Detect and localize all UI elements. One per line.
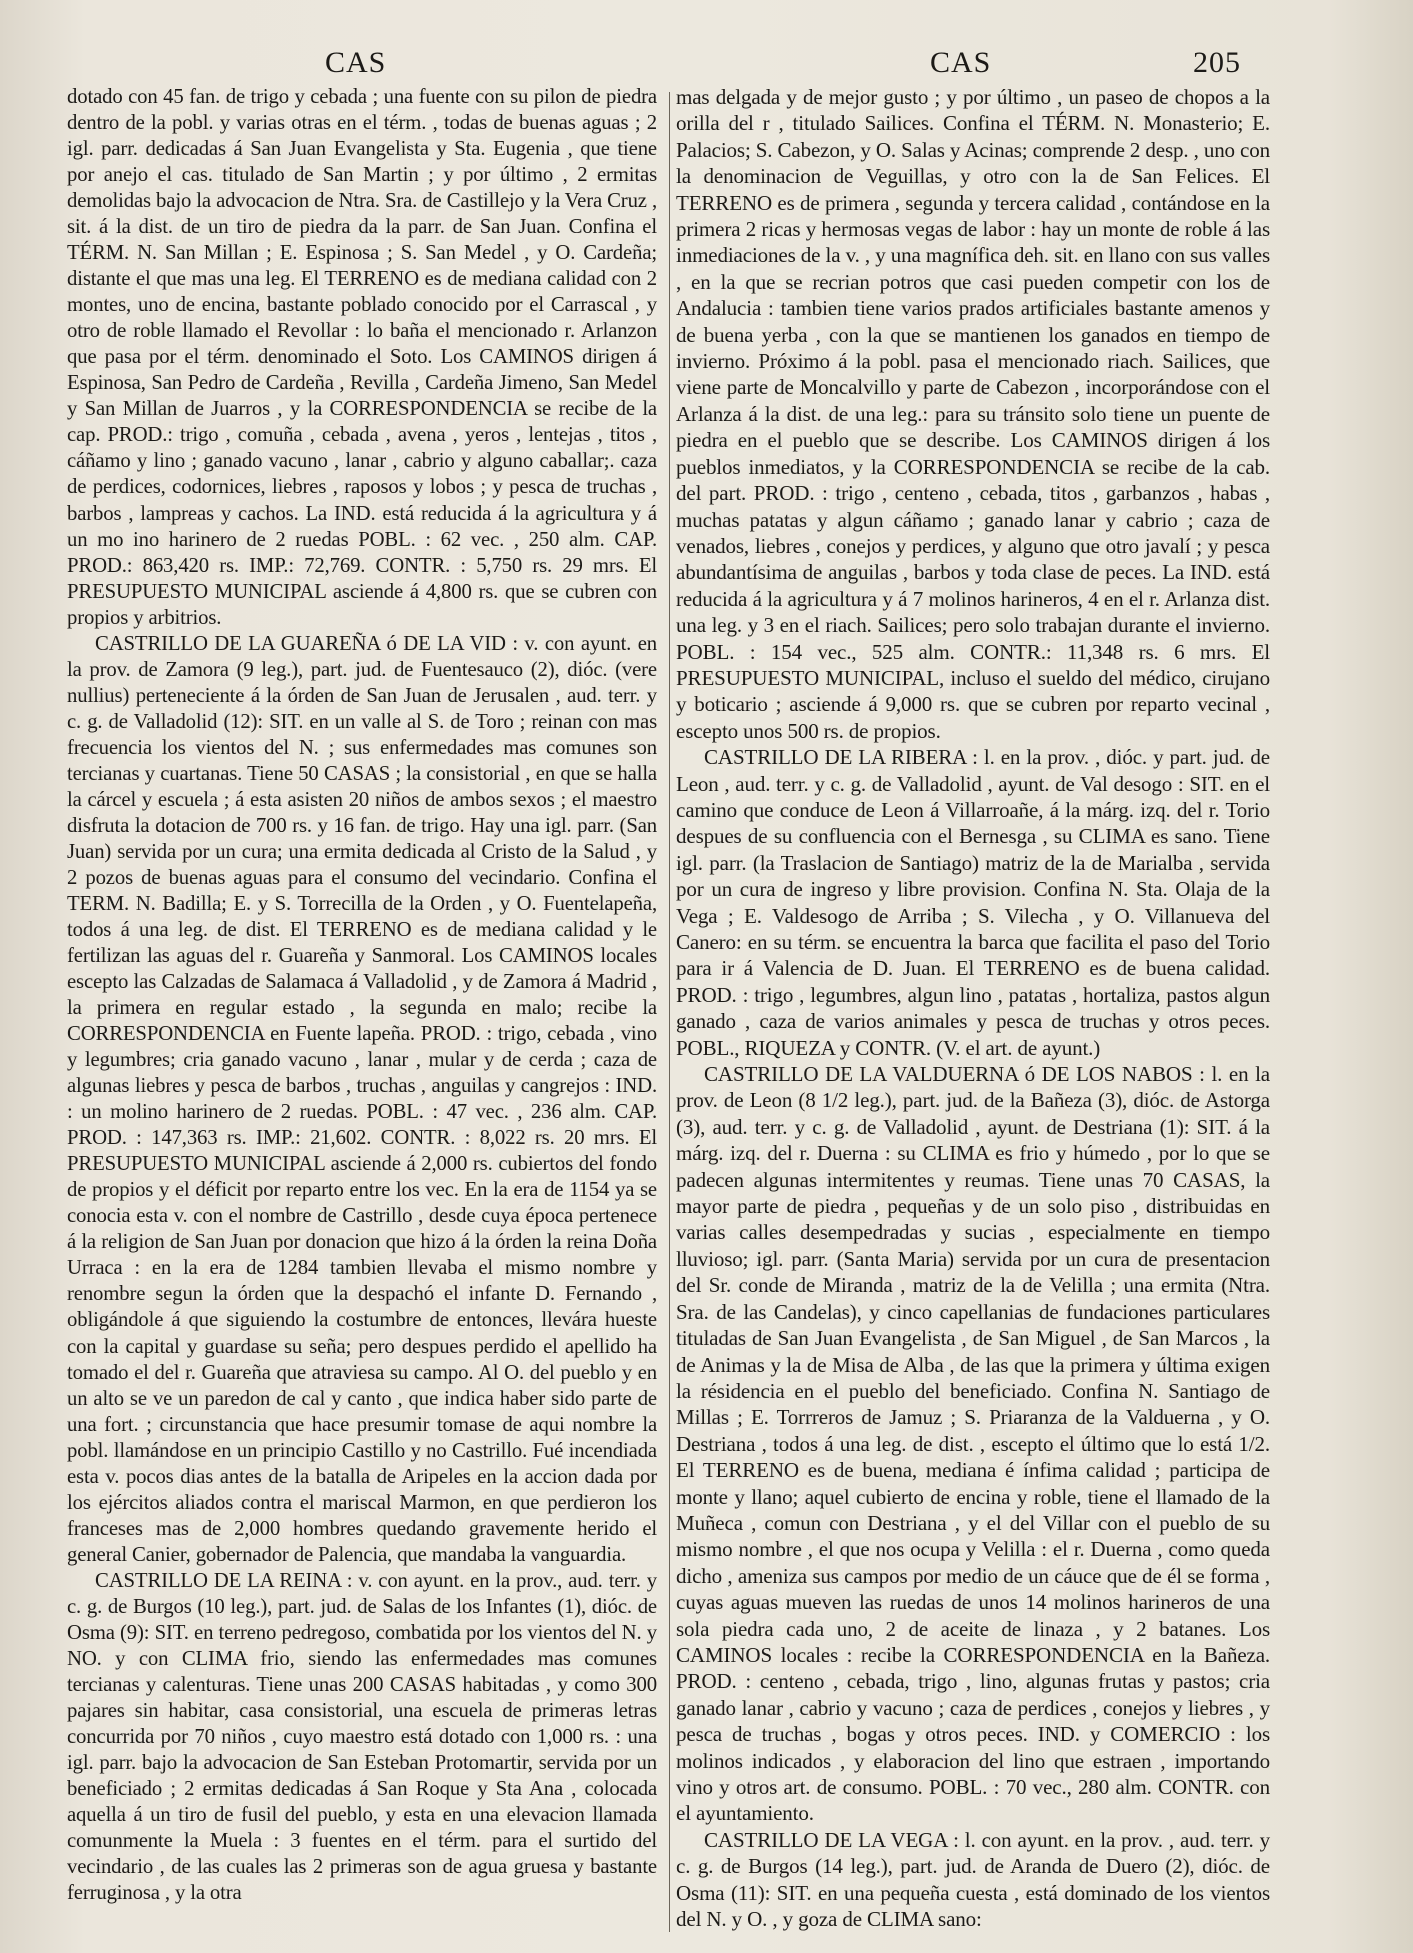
running-header [0, 46, 1413, 86]
page-number: 205 [1193, 46, 1241, 79]
entry-castrillo-de-la-valduerna: CASTRILLO DE LA VALDUERNA ó DE LOS NABOS : l. en la prov. de Leon (8 1/2 leg.), part. jud. de la Bañeza (3), dióc. de Astorga (3), aud. terr. y c. g. de Valladolid , ayunt. de Destriana (1): SIT. á la márg. izq. del r. Duerna : su CLIMA es frio y húmedo , por lo que se padecen algunas intermitentes y reumas. Tiene unas 70 CASAS, la mayor parte de piedra , pequeñas y de un solo piso , distribuidas en varias calles desempedradas y sucias , especialmente en tiempo lluvioso; igl. parr. (Santa Maria) servida por un cura de presentacion del Sr. conde de Miranda , matriz de la de Velilla ; una ermita (Ntra. Sra. de las Candelas), y cinco capellanias de fundaciones particulares tituladas de San Juan Evangelista , de San Miguel , de San Marcos , la de Animas y la de Misa de Alba , de las que la primera y última exigen la résidencia en el pueblo del beneficiado. Confina N. Santiago de Millas ; E. Torrreros de Jamuz ; S. Priaranza de la Valduerna , y O. Destriana , todos á una leg. de dist. , escepto el último que lo está 1/2. El TERRENO es de buena, mediana é ínfima calidad ; participa de monte y llano; aquel cubierto de encina y roble, tiene el llamado de la Muñeca , comun con Destriana , y el del Villar con el pueblo de su mismo nombre , el que nos ocupa y Velilla : el r. Duerna , como queda dicho , ameniza sus campos por medio de un cáuce que de él se forma , cuyas aguas mueven las ruedas de unos 14 molinos harineros de una sola piedra cada uno, 2 de aceite de linaza , y 2 batanes. Los CAMINOS locales : recibe la CORRESPONDENCIA en la Bañeza. PROD. : centeno , cebada, trigo , lino, algunas frutas y pastos; cria ganado lanar , cabrio y vacuno ; caza de perdices , conejos y liebres , y pesca de truchas , bogas y otros peces. IND. y COMERCIO : los molinos indicados , y elaboracion del lino que estraen , importando vino y otros art. de consumo. POBL. : 70 vec., 280 alm. CONTR. con el ayuntamiento. [676, 1062, 1270, 1826]
entry-castrillo-de-la-vega: CASTRILLO DE LA VEGA : l. con ayunt. en la prov. , aud. terr. y c. g. de Burgos (14 leg.), part. jud. de Aranda de Duero (2), dióc. de Osma (11): SIT. en una pequeña cuesta , está dominado de los vientos del N. y O. , y goza de CLIMA sano: [676, 1827, 1270, 1932]
column-divider [669, 92, 670, 1932]
left-column [67, 84, 657, 1906]
entry-castrillo-de-la-ribera: CASTRILLO DE LA RIBERA : l. en la prov. , dióc. y part. jud. de Leon , aud. terr. y c. g. de Valladolid , ayunt. de Val desogo : SIT. en el camino que conduce de Leon á Villarroañe, á la márg. izq. del r. Torio despues de su confluencia con el Bernesga , su CLIMA es sano. Tiene igl. parr. (la Traslacion de Santiago) matriz de la de Marialba , servida por un cura de ingreso y libre provision. Confina N. Sta. Olaja de la Vega ; E. Valdesogo de Arriba ; S. Vilecha , y O. Villanueva del Canero: en su térm. se encuentra la barca que facilita el paso del Torio para ir á Valencia de D. Juan. El TERRENO es de buena calidad. PROD. : trigo , legumbres, algun lino , patatas , hortaliza, pastos algun ganado , caza de varios animales y pesca de truchas y otros peces. POBL., RIQUEZA y CONTR. (V. el art. de ayunt.) [676, 745, 1270, 1060]
header-left-word: CAS [325, 46, 387, 79]
header-right-word: CAS [930, 46, 992, 79]
entry-castrillo-de-la-reina: CASTRILLO DE LA REINA : v. con ayunt. en la prov., aud. terr. y c. g. de Burgos (10 leg.), part. jud. de Salas de los Infantes (1), dióc. de Osma (9): SIT. en terreno pedregoso, combatida por los vientos del N. y NO. y con CLIMA frio, siendo las enfermedades mas comunes tercianas y calenturas. Tiene unas 200 CASAS habitadas , y como 300 pajares sin habitar, casa consistorial, una escuela de primeras letras concurrida por 70 niños , cuyo maestro está dotado con 1,000 rs. : una igl. parr. bajo la advocacion de San Esteban Protomartir, servida por un beneficiado ; 2 ermitas dedicadas á San Roque y Sta Ana , colocada aquella á un tiro de fusil del pueblo, y esta en una elevacion llamada comunmente la Muela : 3 fuentes en el térm. para el surtido del vecindario , de las cuales las 2 primeras son de agua gruesa y bastante ferruginosa , y la otra [67, 1569, 657, 1905]
right-column [676, 84, 1270, 1932]
entry-continuation-right: mas delgada y de mejor gusto ; y por último , un paseo de chopos a la orilla del r , titulado Sailices. Confina el TÉRM. N. Monasterio; E. Palacios; S. Cabezon, y O. Salas y Acinas; comprende 2 desp. , uno con la denominacion de Veguillas, y otro con la de San Felices. El TERRENO es de primera , segunda y tercera calidad , contándose en la primera 2 ricas y hermosas vegas de labor : hay un monte de roble á las inmediaciones de la v. , y una magnífica deh. sit. en llano con sus valles , en la que se recrian potros que casi pueden competir con los de Andalucia : tambien tiene varios prados artificiales bastante amenos y de buena yerba , con la que se mantienen los ganados en tiempo de invierno. Próximo á la pobl. pasa el mencionado riach. Sailices, que viene parte de Moncalvillo y parte de Cabezon , incorporándose con el Arlanza á la dist. de una leg.: para su tránsito solo tiene un puente de piedra en el pueblo que se describe. Los CAMINOS dirigen á los pueblos inmediatos, y la CORRESPONDENCIA se recibe de la cab. del part. PROD. : trigo , centeno , cebada, titos , garbanzos , habas , muchas patatas y algun cáñamo ; ganado lanar y cabrio ; caza de venados, liebres , conejos y perdices, y alguno que otro javalí ; y pesca abundantísima de anguilas , barbos y toda clase de peces. La IND. está reducida á la agricultura y á 7 molinos harineros, 4 en el r. Arlanza dist. una leg. y 3 en el riach. Sailices; pero solo trabajan durante el invierno. POBL. : 154 vec., 525 alm. CONTR.: 11,348 rs. 6 mrs. El PRESUPUESTO MUNICIPAL, incluso el sueldo del médico, cirujano y boticario ; asciende á 9,000 rs. que se cubren por reparto vecinal , escepto unos 500 rs. de propios. [676, 85, 1270, 743]
entry-continuation: dotado con 45 fan. de trigo y cebada ; una fuente con su pilon de piedra dentro de la pobl. y varias otras en el térm. , todas de buenas aguas ; 2 igl. parr. dedicadas á San Juan Evangelista y Sta. Eugenia , que tiene por anejo el cas. titulado de San Martin ; y por último , 2 ermitas demolidas bajo la advocacion de Ntra. Sra. de Castillejo y la Vera Cruz , sit. á la dist. de un tiro de piedra da la parr. de San Juan. Confina el TÉRM. N. San Millan ; E. Espinosa ; S. San Medel , y O. Cardeña; distante el que mas una leg. El TERRENO es de mediana calidad con 2 montes, uno de encina, bastante poblado conocido por el Carrascal , y otro de roble llamado el Revollar : lo baña el mencionado r. Arlanzon que pasa por el térm. denominado el Soto. Los CAMINOS dirigen á Espinosa, San Pedro de Cardeña , Revilla , Cardeña Jimeno, San Medel y San Millan de Juarros , y la CORRESPONDENCIA se recibe de la cap. PROD.: trigo , comuña , cebada , avena , yeros , lentejas , titos , cáñamo y lino ; ganado vacuno , lanar , cabrio y alguno caballar;. caza de perdices, codornices, liebres , raposos y lobos ; y pesca de truchas , barbos , lampreas y cachos. La IND. está reducida á la agricultura y á un mo ino harinero de 2 ruedas POBL. : 62 vec. , 250 alm. CAP. PROD.: 863,420 rs. IMP.: 72,769. CONTR. : 5,750 rs. 29 mrs. El PRESUPUESTO MUNICIPAL asciende á 4,800 rs. que se cubren con propios y arbitrios. [67, 86, 657, 629]
entry-castrillo-de-la-guarena: CASTRILLO DE LA GUAREÑA ó DE LA VID : v. con ayunt. en la prov. de Zamora (9 leg.), part. jud. de Fuentesauco (2), dióc. (vere nullius) perteneciente á la órden de San Juan de Jerusalen , aud. terr. y c. g. de Valladolid (12): SIT. en un valle al S. de Toro ; reinan con mas frecuencia los vientos del N. ; sus enfermedades mas comunes son tercianas y cuartanas. Tiene 50 CASAS ; la consistorial , en que se halla la cárcel y escuela ; á esta asisten 20 niños de ambos sexos ; el maestro disfruta la dotacion de 700 rs. y 16 fan. de trigo. Hay una igl. parr. (San Juan) servida por un cura; una ermita dedicada al Cristo de la Salud , y 2 pozos de buenas aguas para el consumo del vecindario. Confina el TERM. N. Badilla; E. y S. Torrecilla de la Orden , y O. Fuentelapeña, todos á una leg. de dist. El TERRENO es de mediana calidad y le fertilizan las aguas del r. Guareña y Sanmoral. Los CAMINOS locales escepto las Calzadas de Salamaca á Valladolid , y de Zamora á Madrid , la primera en regular estado , la segunda en malo; recibe la CORRESPONDENCIA en Fuente lapeña. PROD. : trigo, cebada , vino y legumbres; cria ganado vacuno , lanar , mular y de cerda ; caza de algunas liebres y pesca de barbos , truchas , anguilas y cangrejos : IND. : un molino harinero de 2 ruedas. POBL. : 47 vec. , 236 alm. CAP. PROD. : 147,363 rs. IMP.: 21,602. CONTR. : 8,022 rs. 20 mrs. El PRESUPUESTO MUNICIPAL asciende á 2,000 rs. cubiertos del fondo de propios y el déficit por reparto entre los vec. En la era de 1154 ya se conocia esta v. con el nombre de Castrillo , desde cuya época pertenece á la religion de San Juan por donacion que hizo á la órden la reina Doña Urraca : en la era de 1284 tambien llevaba el mismo nombre y renombre segun la órden que la despachó el infante D. Fernando , obligándole á que siguiendo la costumbre de entonces, llevára hueste con la capital y guardase su seña; pero despues perdido el apellido ha tomado el del r. Guareña que atraviesa su campo. Al O. del pueblo y en un alto se ve un paredon de cal y canto , que indica haber sido parte de una fort. ; circunstancia que hace presumir tomase de aqui nombre la pobl. llamándose en un principio Castillo y no Castrillo. Fué incendiada esta v. pocos dias antes de la batalla de Aripeles en la accion dada por los ejércitos aliados contra el mariscal Marmon, en que perdieron los franceses mas de 2,000 hombres quedando gravemente herido el general Canier, gobernador de Palencia, que mandaba la vanguardia. [67, 632, 657, 1566]
